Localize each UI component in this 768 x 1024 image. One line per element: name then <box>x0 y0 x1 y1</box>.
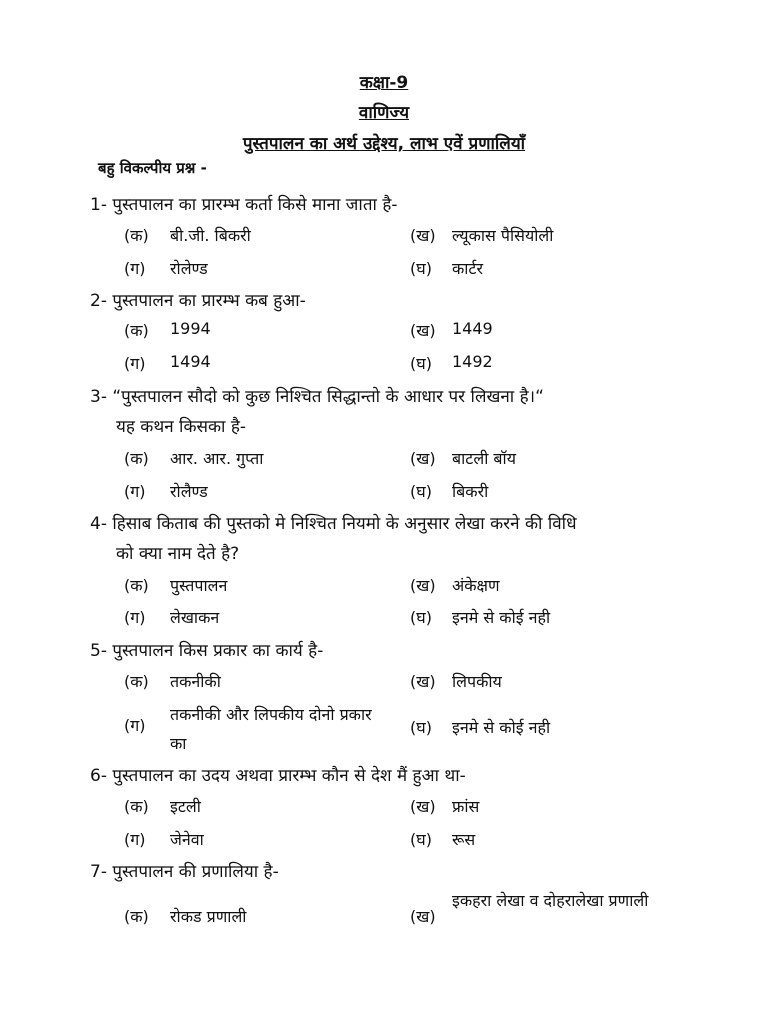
option-text: रूस <box>452 830 476 849</box>
option-label: (क) <box>124 907 149 926</box>
option-text: फ्रांस <box>452 797 480 816</box>
option-text: बी.जी. बिकरी <box>170 226 251 245</box>
option-label: (ख) <box>410 576 436 595</box>
option-label: (ख) <box>410 321 436 340</box>
option-label: (क) <box>124 672 149 691</box>
option-label: (घ) <box>410 608 432 627</box>
option-label: (क) <box>124 321 149 340</box>
option-label: (ग) <box>124 482 146 501</box>
option-text: 1449 <box>452 319 493 338</box>
option-label: (घ) <box>410 482 432 501</box>
option-label: (क) <box>124 576 149 595</box>
section-title: बहु विकल्पीय प्रश्न - <box>98 159 207 177</box>
option-text: 1492 <box>452 352 493 371</box>
option-label: (घ) <box>410 354 432 373</box>
option-label: (घ) <box>410 718 432 737</box>
option-text: तकनीकी <box>170 672 221 691</box>
option-text: 1494 <box>170 352 211 371</box>
option-label: (घ) <box>410 259 432 278</box>
option-label: (ख) <box>410 449 436 468</box>
question-4-continuation: को क्या नाम देते है? <box>116 544 240 564</box>
question-7: 7- पुस्तपालन की प्रणालिया है- <box>90 862 279 882</box>
option-text: इनमे से कोई नही <box>452 718 551 737</box>
option-label: (क) <box>124 449 149 468</box>
option-label: (ख) <box>410 797 436 816</box>
option-text: इटली <box>170 797 201 816</box>
subject-heading: वाणिज्य <box>358 103 410 123</box>
option-text: इकहरा लेखा व दोहरालेखा प्रणाली <box>452 891 649 910</box>
option-label: (ग) <box>124 830 146 849</box>
option-text: रोकड प्रणाली <box>170 907 247 926</box>
option-label: (क) <box>124 226 149 245</box>
option-text: लेखाकन <box>170 608 220 627</box>
option-label: (ग) <box>124 259 146 278</box>
option-label: (ख) <box>410 672 436 691</box>
question-1: 1- पुस्तपालन का प्रारम्भ कर्ता किसे माना जाता है- <box>90 195 398 215</box>
option-text: आर. आर. गुप्ता <box>170 449 264 468</box>
class-heading: कक्षा-9 <box>359 73 409 93</box>
option-text: अंकेक्षण <box>452 576 500 595</box>
option-label: (ग) <box>124 608 146 627</box>
option-text: तकनीकी और लिपकीय दोनो प्रकार का <box>170 705 372 753</box>
option-text: जेनेवा <box>170 830 204 849</box>
option-label: (ग) <box>124 716 146 735</box>
option-text: कार्टर <box>452 259 484 278</box>
option-text: ल्यूकास पैसियोली <box>452 226 554 245</box>
option-text: लिपकीय <box>452 672 502 691</box>
question-3-continuation: यह कथन किसका है- <box>116 417 247 437</box>
option-label: (ख) <box>410 226 436 245</box>
question-3: 3- “पुस्तपालन सौदो को कुछ निश्चित सिद्धान्तो के आधार पर लिखना है।“ <box>90 387 544 407</box>
question-5: 5- पुस्तपालन किस प्रकार का कार्य है- <box>90 641 324 661</box>
question-4: 4- हिसाब किताब की पुस्तको मे निश्चित नियमो के अनुसार लेखा करने की विधि <box>90 514 577 534</box>
topic-heading: पुस्तपालन का अर्थ उद्देश्य, लाभ एवें प्रणालियाँ <box>242 134 526 154</box>
option-text: बिकरी <box>452 482 489 501</box>
question-2: 2- पुस्तपालन का प्रारम्भ कब हुआ- <box>90 291 306 311</box>
question-6: 6- पुस्तपालन का उदय अथवा प्रारम्भ कौन से देश मैं हुआ था- <box>90 766 466 786</box>
option-label: (घ) <box>410 830 432 849</box>
option-text: पुस्तपालन <box>170 576 228 595</box>
option-label: (ख) <box>410 907 436 926</box>
option-text: बाटली बॉय <box>452 449 516 468</box>
option-text: रोलैण्ड <box>170 482 208 501</box>
option-label: (ग) <box>124 354 146 373</box>
option-label: (क) <box>124 797 149 816</box>
option-text: इनमे से कोई नही <box>452 608 551 627</box>
option-text: 1994 <box>170 319 211 338</box>
option-text: रोलेण्ड <box>170 259 208 278</box>
